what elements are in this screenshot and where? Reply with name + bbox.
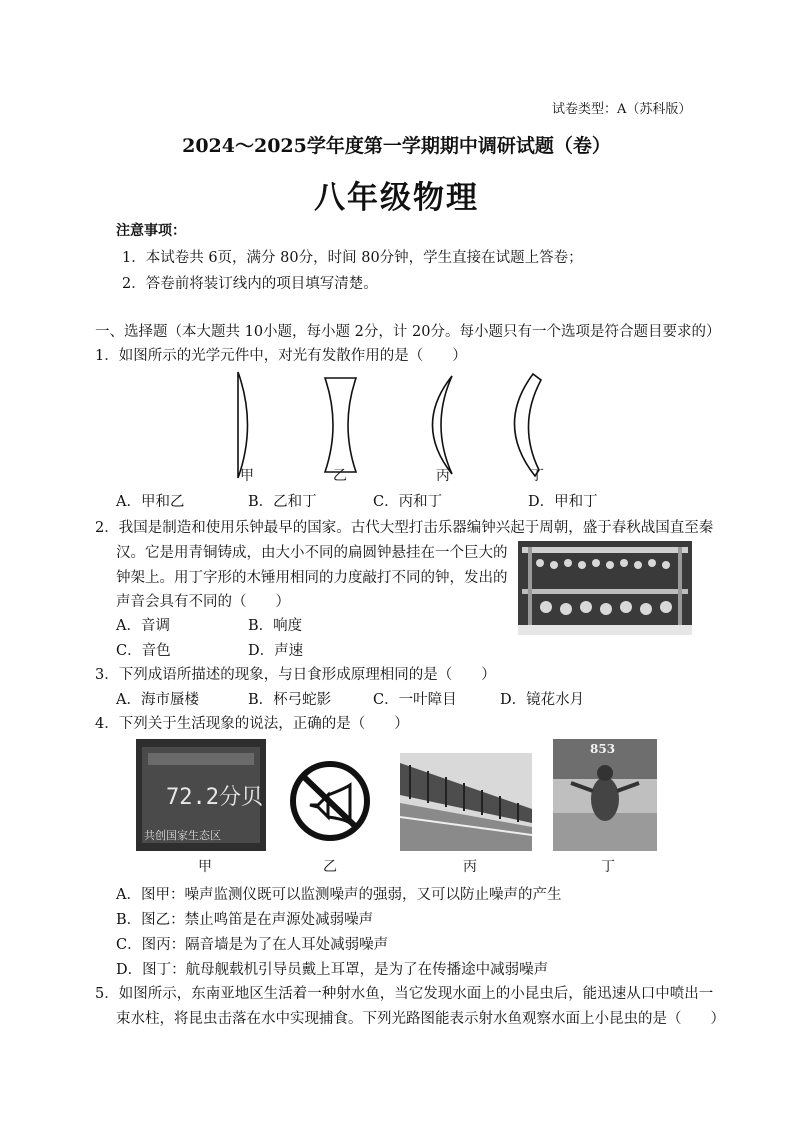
bianzhong-photo (518, 541, 692, 635)
q1-stem: 1．如图所示的光学元件中，对光有发散作用的是（ ） (95, 348, 467, 364)
lens-bing (433, 376, 453, 474)
q2-stem-line-4: 声音会具有不同的（ ） (116, 594, 290, 610)
noise-reading: 72.2分贝 (166, 785, 263, 810)
q2-option-b: B．响度 (248, 618, 303, 634)
q3-option-c: C．一叶障目 (373, 692, 457, 708)
exam-title: 2024～2025学年度第一学期期中调研试题（卷） (182, 135, 611, 157)
no-honking-sign (288, 759, 372, 843)
lens-ding (514, 374, 541, 476)
q4-option-b: B．图乙：禁止鸣笛是在声源处减弱噪声 (116, 912, 374, 928)
q4-label-yi: 乙 (323, 859, 337, 875)
lens-yi (325, 378, 356, 472)
q3-option-a: A．海市蜃楼 (116, 692, 199, 708)
q1-label-yi: 乙 (333, 468, 347, 484)
q5-stem-line-1: 5．如图所示，东南亚地区生活着一种射水鱼，当它发现水面上的小昆虫后，能迅速从口中喷出一 (95, 986, 714, 1002)
q2-stem-line-1: 2．我国是制造和使用乐钟最早的国家。古代大型打击乐器编钟兴起于周朝，盛于春秋战国直至秦 (95, 520, 714, 536)
notice-item-1: 1．本试卷共 6页，满分 80分，时间 80分钟，学生直接在试题上答卷； (122, 250, 583, 266)
notice-item-2: 2．答卷前将装订线内的项目填写清楚。 (122, 276, 378, 292)
q4-label-bing: 丙 (463, 859, 477, 875)
q4-stem: 4．下列关于生活现象的说法，正确的是（ ） (95, 716, 409, 732)
q4-label-jia: 甲 (198, 859, 212, 875)
q4-option-a: A．图甲：噪声监测仪既可以监测噪声的强弱，又可以防止噪声的产生 (116, 887, 562, 903)
section-1-heading: 一、选择题（本大题共 10小题，每小题 2分，计 20分。每小题只有一个选项是符合题目要求的） (95, 324, 721, 340)
q2-stem-line-2: 汉。它是用青铜铸成，由大小不同的扁圆钟悬挂在一个巨大的 (116, 545, 508, 561)
ding-photo-number: 853 (590, 742, 616, 756)
q1-label-jia: 甲 (240, 468, 254, 484)
paper-type: 试卷类型：A（苏科版） (552, 102, 692, 117)
q1-label-bing: 丙 (436, 468, 450, 484)
subject-title: 八年级物理 (314, 180, 479, 216)
q4-option-c: C．图丙：隔音墙是为了在人耳处减弱噪声 (116, 937, 389, 953)
q1-option-b: B．乙和丁 (248, 494, 317, 510)
sound-barrier-photo (400, 753, 532, 851)
q2-option-c: C．音色 (116, 643, 171, 659)
q2-option-a: A．音调 (116, 618, 170, 634)
q1-option-d: D．甲和丁 (528, 494, 598, 510)
q1-lens-figure (225, 368, 565, 488)
q1-option-a: A．甲和乙 (116, 494, 185, 510)
q2-stem-line-3: 钟架上。用丁字形的木锤用相同的力度敲打不同的钟，发出的 (116, 570, 508, 586)
q4-label-ding: 丁 (601, 859, 615, 875)
q2-option-d: D．声速 (248, 643, 304, 659)
q1-label-ding: 丁 (530, 468, 544, 484)
noise-location-text: 共创国家生态区 (144, 829, 221, 842)
notice-heading: 注意事项： (116, 223, 186, 239)
q3-option-d: D．镜花水月 (500, 692, 585, 708)
q3-stem: 3．下列成语所描述的现象，与日食形成原理相同的是（ ） (95, 667, 496, 683)
q3-option-b: B．杯弓蛇影 (248, 692, 332, 708)
q4-option-d: D．图丁：航母舰载机引导员戴上耳罩，是为了在传播途中减弱噪声 (116, 962, 549, 978)
q5-stem-line-2: 束水柱，将昆虫击落在水中实现捕食。下列光路图能表示射水鱼观察水面上小昆虫的是（ ） (116, 1011, 725, 1027)
lens-jia (238, 372, 248, 478)
q1-option-c: C．丙和丁 (373, 494, 443, 510)
